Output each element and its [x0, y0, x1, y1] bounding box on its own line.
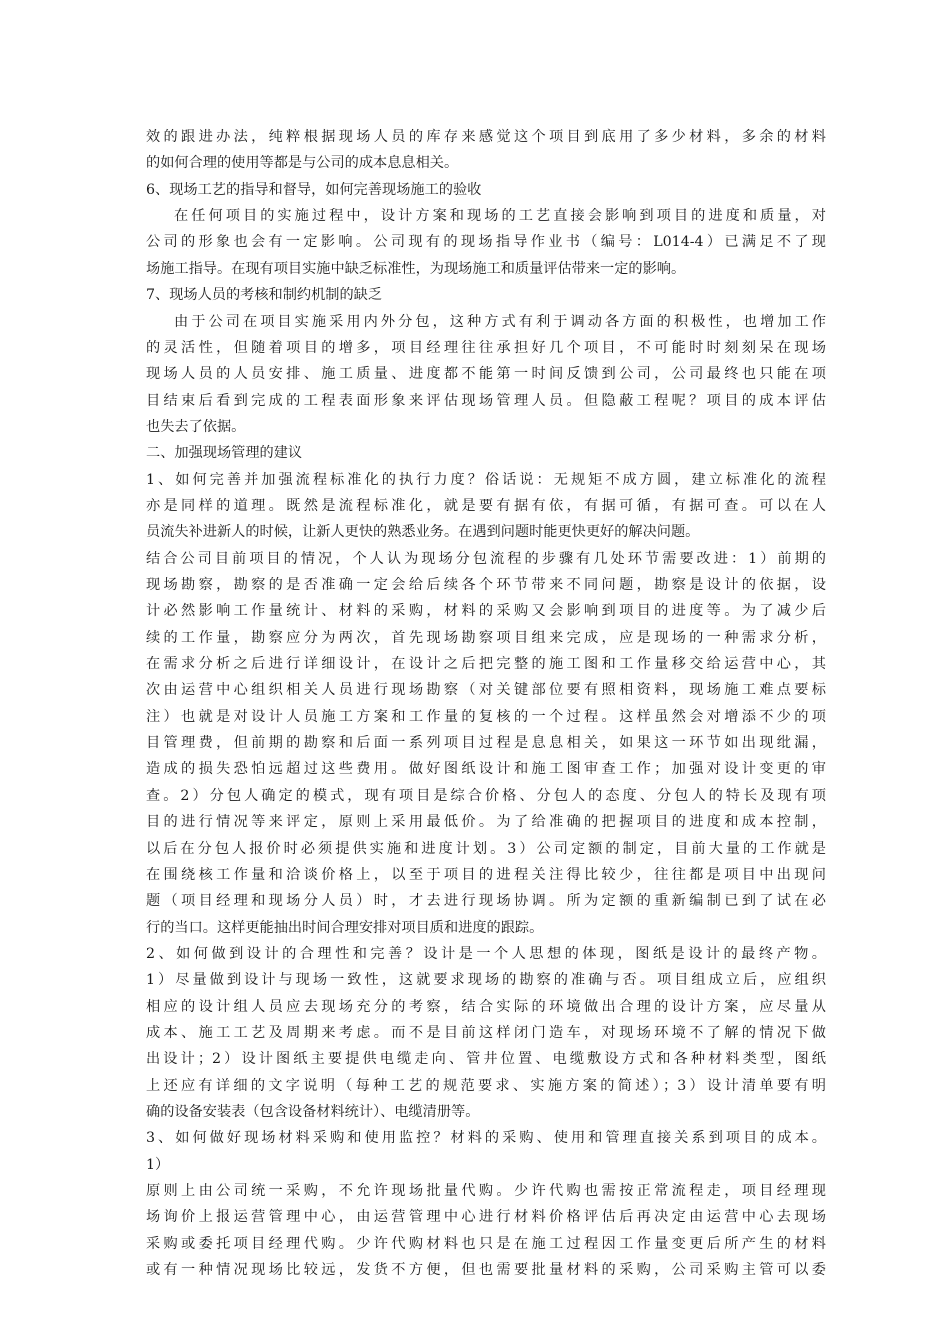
- text-line: 行的当口。这样更能抽出时间合理安排对项目质和进度的跟踪。: [146, 919, 544, 936]
- text-line: 1）: [146, 1156, 170, 1173]
- text-line: 成本、施工工艺及周期来考虑。而不是目前这样闭门造车，对现场环境不了解的情况下做: [146, 1024, 826, 1041]
- text-line: 计必然影响工作量统计、材料的采购，材料的采购又会影响到项目的进度等。为了减少后: [146, 603, 826, 620]
- text-line: 在需求分析之后进行详细设计，在设计之后把完整的施工图和工作量移交给运营中心，其: [146, 656, 826, 672]
- text-line: 在任何项目的实施过程中，设计方案和现场的工艺直接会影响到项目的进度和质量，对: [174, 208, 826, 225]
- text-line: 相应的设计组人员应去现场充分的考察，结合实际的环境做出合理的设计方案，应尽量从: [146, 998, 826, 1015]
- text-line: 亦是同样的道理。既然是流程标准化，就是要有据有依，有据可循，有据可查。可以在人: [146, 497, 826, 514]
- text-line: 目的进行情况等来评定，原则上采用最低价。为了给准确的把握项目的进度和成本控制，: [146, 814, 826, 831]
- text-line: 1、如何完善并加强流程标准化的执行力度？俗话说：无规矩不成方圆，建立标准化的流程: [146, 471, 826, 488]
- text-line: 结合公司目前项目的情况，个人认为现场分包流程的步骤有几处环节需要改进：1）前期的: [146, 550, 826, 567]
- text-line: 在围绕核工作量和洽谈价格上，以至于项目的进程关注得比较少，往往都是项目中出现问: [146, 866, 826, 883]
- text-line: 题（项目经理和现场分人员）时，才去进行现场协调。所为定额的重新编制已到了试在必: [146, 893, 826, 910]
- text-line: 的如何合理的使用等都是与公司的成本息息相关。: [146, 155, 459, 172]
- text-line: 公司的形象也会有一定影响。公司现有的现场指导作业书（编号：L014-4）已满足不了现: [146, 234, 826, 251]
- text-line: 目管理费，但前期的勘察和后面一系列项目过程是息息相关，如果这一环节如出现纰漏，: [146, 735, 826, 752]
- text-line: 出设计；2）设计图纸主要提供电缆走向、管井位置、电缆敷设方式和各种材料类型，图纸: [146, 1051, 826, 1068]
- text-line: 目结束后看到完成的工程表面形象来评估现场管理人员。但隐蔽工程呢？项目的成本评估: [146, 392, 826, 409]
- text-line: 查。2）分包人确定的模式，现有项目是综合价格、分包人的态度、分包人的特长及现有项: [146, 787, 826, 804]
- text-line: 上还应有详细的文字说明（每种工艺的规范要求、实施方案的简述）；3）设计清单要有明: [146, 1077, 826, 1094]
- text-line: 现场人员的人员安排、施工质量、进度都不能第一时间反馈到公司，公司最终也只能在项: [146, 366, 826, 383]
- text-line: 6、现场工艺的指导和督导，如何完善现场施工的验收: [146, 181, 482, 198]
- text-line: 1）尽量做到设计与现场一致性，这就要求现场的勘察的准确与否。项目组成立后，应组织: [146, 972, 826, 989]
- text-line: 2、如何做到设计的合理性和完善？设计是一个人思想的体现，图纸是设计的最终产物。: [146, 945, 826, 962]
- text-line: 造成的损失恐怕远超过这些费用。做好图纸设计和施工图审查工作；加强对设计变更的审: [146, 761, 826, 778]
- text-line: 员流失补进新人的时候，让新人更快的熟悉业务。在遇到问题时能更快更好的解决问题。: [146, 524, 700, 541]
- text-line: 由于公司在项目实施采用内外分包，这种方式有利于调动各方面的积极性，也增加工作: [174, 313, 826, 330]
- text-line: 效的跟进办法，纯粹根据现场人员的库存来感觉这个项目到底用了多少材料，多余的材料: [146, 129, 826, 145]
- text-line: 确的设备安装表（包含设备材料统计）、电缆清册等。: [146, 1104, 480, 1120]
- text-line: 采购或委托项目经理代购。少许代购材料也只是在施工过程因工作量变更后所产生的材料: [146, 1235, 826, 1252]
- text-line: 二、加强现场管理的建议: [146, 445, 303, 462]
- text-line: 现场勘察，勘察的是否准确一定会给后续各个环节带来不同问题，勘察是设计的依据，设: [146, 577, 826, 593]
- text-line: 场施工指导。在现有项目实施中缺乏标准性，为现场施工和质量评估带来一定的影响。: [146, 260, 686, 277]
- text-line: 或有一种情况现场比较远，发货不方便，但也需要批量材料的采购，公司采购主管可以委: [146, 1262, 826, 1278]
- text-line: 次由运营中心组织相关人员进行现场勘察（对关键部位要有照相资料，现场施工难点要标: [146, 682, 826, 699]
- text-line: 原则上由公司统一采购，不允许现场批量代购。少许代购也需按正常流程走，项目经理现: [146, 1183, 826, 1199]
- text-line: 场询价上报运营管理中心，由运营管理中心进行材料价格评估后再决定由运营中心去现场: [146, 1209, 826, 1226]
- text-line: 也失去了依据。: [146, 418, 246, 435]
- text-line: 续的工作量，勘察应分为两次，首先现场勘察项目组来完成，应是现场的一种需求分析，: [146, 629, 826, 646]
- text-line: 3、如何做好现场材料采购和使用监控？材料的采购、使用和管理直接关系到项目的成本。: [146, 1130, 826, 1147]
- text-line: 注）也就是对设计人员施工方案和工作量的复核的一个过程。这样虽然会对增添不少的项: [146, 708, 826, 725]
- text-line: 的灵活性，但随着项目的增多，项目经理往往承担好几个项目，不可能时时刻刻呆在现场: [146, 339, 826, 356]
- text-line: 以后在分包人报价时必须提供实施和进度计划。3）公司定额的制定，目前大量的工作就是: [146, 840, 826, 857]
- text-line: 7、现场人员的考核和制约机制的缺乏: [146, 287, 383, 304]
